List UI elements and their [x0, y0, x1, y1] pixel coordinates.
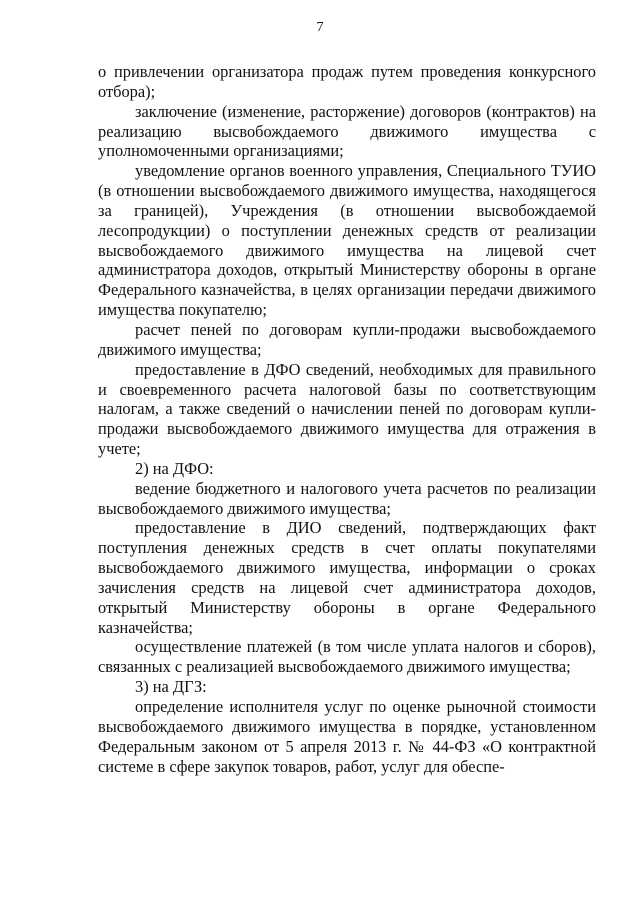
paragraph-1: о привлечении организатора продаж путем проведения конкурсного отбора); — [98, 62, 596, 101]
paragraph-11: определение исполнителя услуг по оценке рыночной стоимости высвобождаемого движимого имущества в порядке, установленном Федеральным законом от 5 апреля 2013 г. № 44-ФЗ «О контрактной системе в сфере закупок товаров, работ, услуг для обеспе- — [98, 697, 596, 776]
document-body — [98, 62, 596, 776]
section-heading-dgz: 3) на ДГЗ: — [135, 677, 207, 697]
paragraph-2: заключение (изменение, расторжение) договоров (контрактов) на реализацию высвобождаемого движимого имущества с уполномоченными организациями; — [98, 101, 596, 161]
paragraph-7: ведение бюджетного и налогового учета расчетов по реализации высвобождаемого движимого имущества; — [98, 478, 596, 518]
paragraph-4: расчет пеней по договорам купли-продажи высвобождаемого движимого имущества; — [98, 319, 596, 359]
section-heading-dfo: 2) на ДФО: — [135, 458, 214, 478]
paragraph-3: уведомление органов военного управления, Специального ТУИО (в отношении высвобождаемого движимого имущества, находящегося за границей), Учреждения (в отношении высвобождаемой лесопродукции) о поступлении денежных средств от реализации высвобождаемого движимого имущества на лицевой счет администратора доходов, открытый Министерству обороны в органе Федерального казначейства, в целях организации передачи движимого имущества покупателю; — [98, 161, 596, 320]
paragraph-9: осуществление платежей (в том числе уплата налогов и сборов), связанных с реализацией высвобождаемого движимого имущества; — [98, 637, 596, 677]
page-number: 7 — [316, 20, 324, 35]
paragraph-8: предоставление в ДИО сведений, подтверждающих факт поступления денежных средств в счет оплаты покупателями высвобождаемого движимого имущества, информации о сроках зачисления средств на лицевой счет администратора доходов, открытый Министерству обороны в органе Федерального казначейства; — [98, 518, 596, 637]
paragraph-5: предоставление в ДФО сведений, необходимых для правильного и своевременного расчета налоговой базы по соответствующим налогам, а также сведений о начислении пеней по договорам купли-продажи высвобождаемого движимого имущества для отражения в учете; — [98, 359, 596, 459]
